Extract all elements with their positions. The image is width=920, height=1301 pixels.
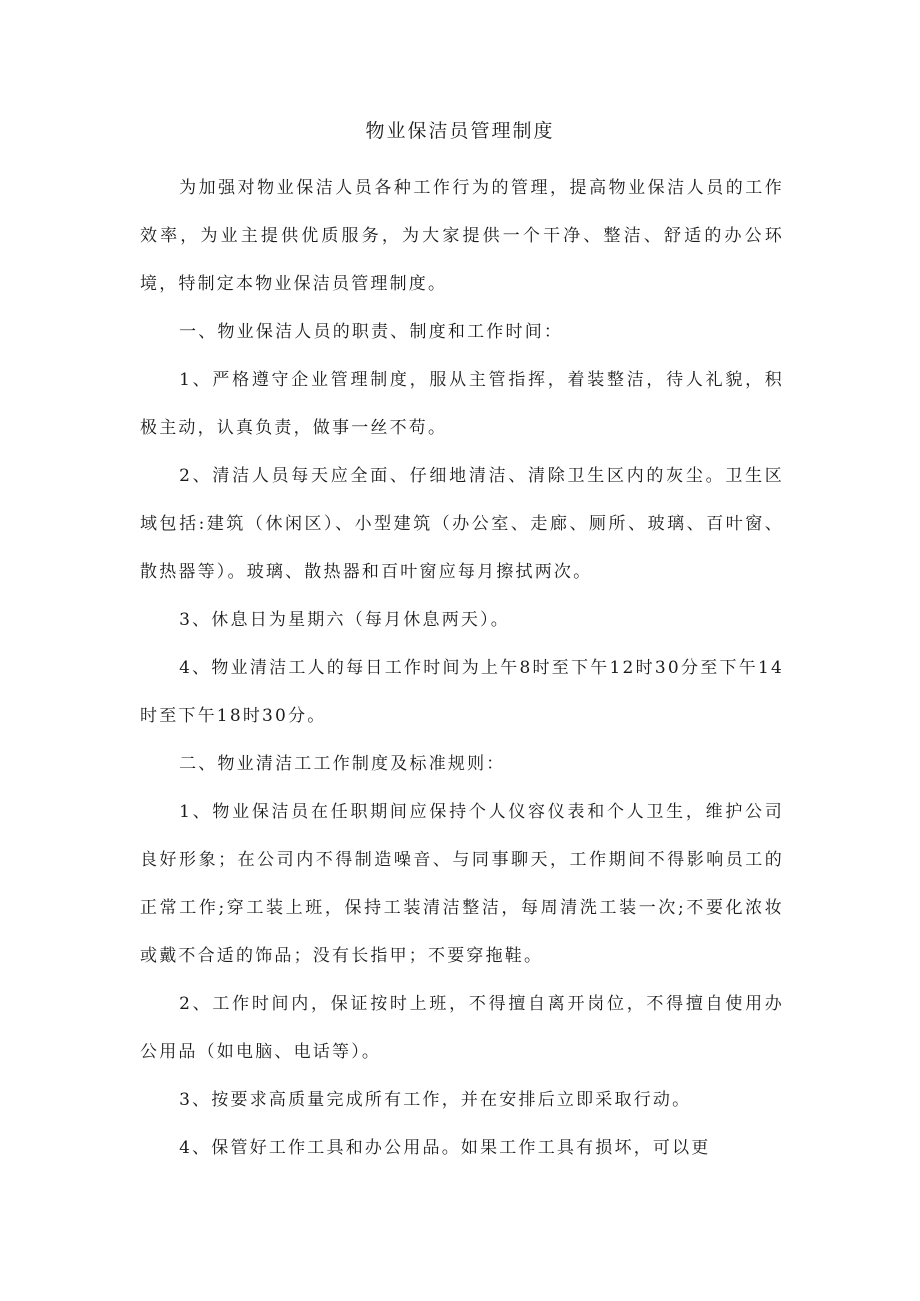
document-body (140, 164, 784, 1172)
section-heading-2: 二、物业清洁工工作制度及标准规则： (179, 754, 506, 774)
section-heading-1: 一、物业保洁人员的职责、制度和工作时间： (179, 322, 564, 342)
paragraph-1-1: 1、严格遵守企业管理制度，服从主管指挥，着装整洁，待人礼貌，积极主动，认真负责，做事一丝不苟。 (140, 370, 784, 438)
paragraph-intro: 为加强对物业保洁人员各种工作行为的管理，提高物业保洁人员的工作效率，为业主提供优质服务，为大家提供一个干净、整洁、舒适的办公环境，特制定本物业保洁员管理制度。 (140, 178, 784, 294)
paragraph-2-3: 3、按要求高质量完成所有工作，并在安排后立即采取行动。 (179, 1090, 692, 1110)
paragraph-1-4: 4、物业清洁工人的每日工作时间为上午8时至下午12时30分至下午14时至下午18时30分。 (140, 658, 784, 726)
paragraph-1-2: 2、清洁人员每天应全面、仔细地清洁、清除卫生区内的灰尘。卫生区域包括:建筑（休闲区）、小型建筑（办公室、走廊、厕所、玻璃、百叶窗、散热器等）。玻璃、散热器和百叶窗应每月擦拭两次。 (140, 466, 784, 582)
paragraph-2-1: 1、物业保洁员在任职期间应保持个人仪容仪表和个人卫生，维护公司良好形象；在公司内不得制造噪音、与同事聊天，工作期间不得影响员工的正常工作;穿工装上班，保持工装清洁整洁，每周清洗工装一次;不要化浓妆或戴不合适的饰品；没有长指甲；不要穿拖鞋。 (140, 802, 784, 966)
paragraph-1-3: 3、休息日为星期六（每月休息两天）。 (179, 610, 511, 630)
paragraph-2-4: 4、保管好工作工具和办公用品。如果工作工具有损坏，可以更 (179, 1138, 711, 1158)
paragraph-2-2: 2、工作时间内，保证按时上班，不得擅自离开岗位，不得擅自使用办公用品（如电脑、电话等）。 (140, 994, 784, 1062)
document-title: 物业保洁员管理制度 (365, 120, 555, 142)
